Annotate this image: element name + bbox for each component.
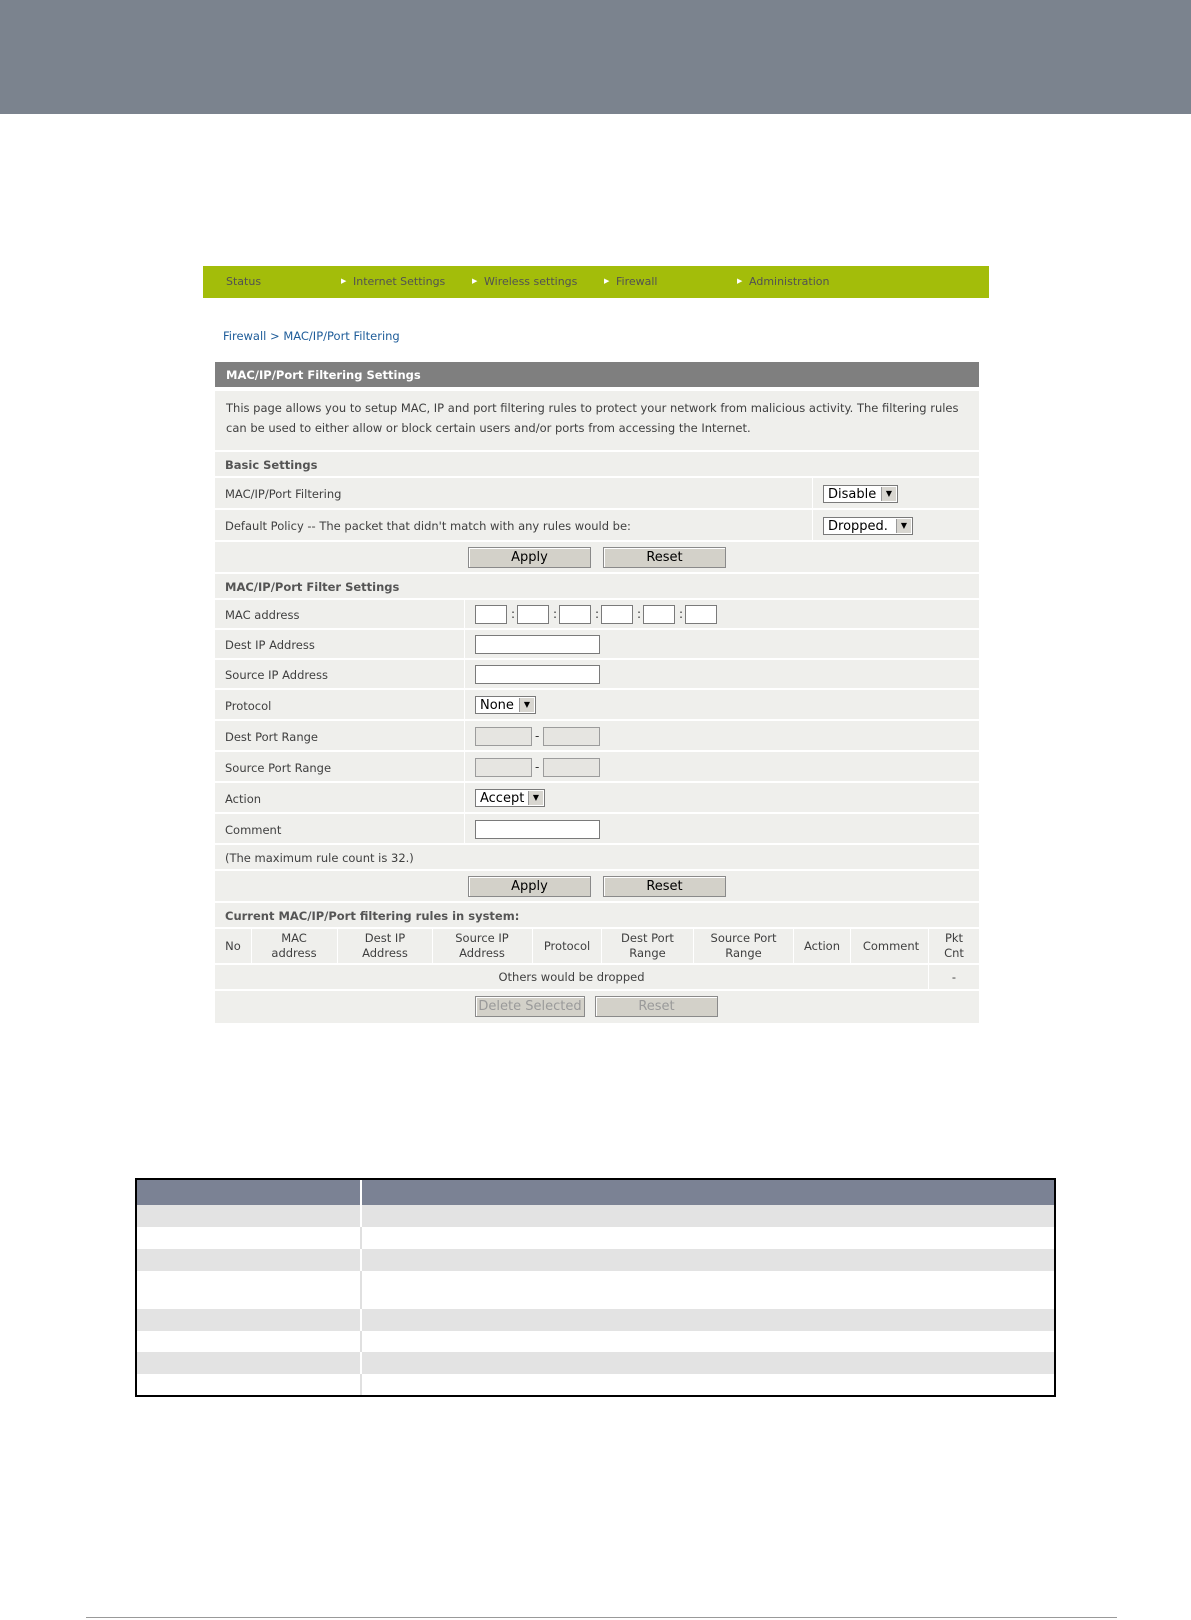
mac-colon: : (679, 607, 684, 621)
filtering-select[interactable] (823, 485, 898, 503)
nav-arrow-icon: ▶ (604, 277, 610, 285)
rules-heading: Current MAC/IP/Port filtering rules in system: (215, 903, 979, 929)
others-text: Others would be dropped (498, 970, 645, 984)
table-row (137, 1331, 1054, 1352)
filter-settings-heading: MAC/IP/Port Filter Settings (215, 574, 979, 600)
col-pkt-cnt: Pkt Cnt (944, 931, 964, 960)
dest-port-from-input[interactable] (475, 727, 532, 746)
source-port-row (215, 752, 979, 783)
mac-colon: : (511, 607, 516, 621)
nav-item-internet-settings[interactable]: Internet Settings (353, 275, 446, 288)
filtering-value: Disable (828, 487, 877, 502)
mac-octet-2-input[interactable] (517, 605, 549, 624)
col-mac: MAC address (271, 931, 317, 960)
rules-reset-button[interactable]: Reset (595, 996, 718, 1017)
source-ip-input[interactable] (475, 665, 600, 684)
policy-label: Default Policy -- The packet that didn't match with any rules would be: (225, 519, 631, 533)
chevron-down-icon: ▼ (881, 487, 896, 501)
source-port-label: Source Port Range (225, 761, 332, 775)
breadcrumb[interactable]: Firewall > MAC/IP/Port Filtering (223, 329, 400, 343)
action-label: Action (225, 792, 262, 806)
top-navigation (203, 266, 989, 298)
max-rule-note: (The maximum rule count is 32.) (225, 851, 414, 865)
comment-label: Comment (225, 823, 282, 837)
table-row (137, 1271, 1054, 1309)
nav-item-wireless-settings[interactable]: Wireless settings (484, 275, 578, 288)
table-row (137, 1374, 1054, 1395)
action-value: Accept (480, 791, 525, 806)
panel-description: This page allows you to setup MAC, IP and port filtering rules to protect your network from malicious activity. The filtering rules can be used to either allow or block certain users and/or ports from accessing the Internet. (215, 391, 979, 452)
max-note-row (215, 845, 979, 871)
comment-row (215, 814, 979, 845)
table-row (137, 1205, 1054, 1227)
protocol-select[interactable] (475, 696, 536, 714)
protocol-value: None (480, 698, 514, 713)
panel-title: MAC/IP/Port Filtering Settings (215, 362, 979, 389)
table-row (137, 1352, 1054, 1374)
source-ip-label: Source IP Address (225, 668, 328, 682)
filtering-row (215, 478, 979, 510)
action-select[interactable] (475, 789, 545, 807)
filtering-label: MAC/IP/Port Filtering (225, 487, 342, 501)
reference-table-header (137, 1180, 1054, 1205)
dest-port-to-input[interactable] (543, 727, 600, 746)
source-port-from-input[interactable] (475, 758, 532, 777)
source-ip-row (215, 660, 979, 690)
filter-reset-button[interactable]: Reset (603, 876, 726, 897)
mac-octet-5-input[interactable] (643, 605, 675, 624)
col-dest-ip: Dest IP Address (362, 931, 408, 960)
dest-ip-label: Dest IP Address (225, 638, 315, 652)
range-dash: - (535, 729, 540, 743)
basic-apply-button[interactable]: Apply (468, 547, 591, 568)
mac-label: MAC address (225, 608, 300, 622)
nav-arrow-icon: ▶ (341, 277, 347, 285)
policy-value: Dropped. (828, 519, 888, 534)
mac-octet-3-input[interactable] (559, 605, 591, 624)
source-port-to-input[interactable] (543, 758, 600, 777)
nav-item-administration[interactable]: Administration (749, 275, 830, 288)
protocol-row (215, 690, 979, 721)
table-row (137, 1249, 1054, 1271)
col-no: No (225, 939, 241, 953)
dest-ip-input[interactable] (475, 635, 600, 654)
page-header-band (0, 0, 1191, 114)
rules-buttons-row (215, 991, 979, 1023)
filter-buttons-row (215, 871, 979, 903)
col-comment: Comment (862, 939, 920, 953)
nav-arrow-icon: ▶ (472, 277, 478, 285)
nav-arrow-icon: ▶ (737, 277, 743, 285)
mac-octet-1-input[interactable] (475, 605, 507, 624)
chevron-down-icon: ▼ (896, 519, 911, 533)
col-source-port: Source Port Range (710, 931, 777, 960)
dest-ip-row (215, 630, 979, 660)
policy-select[interactable] (823, 517, 913, 535)
mac-octet-4-input[interactable] (601, 605, 633, 624)
mac-octet-6-input[interactable] (685, 605, 717, 624)
basic-reset-button[interactable]: Reset (603, 547, 726, 568)
policy-row (215, 510, 979, 542)
table-row (137, 1227, 1054, 1249)
dest-port-label: Dest Port Range (225, 730, 318, 744)
chevron-down-icon: ▼ (519, 698, 534, 712)
footer-divider (86, 1617, 1117, 1618)
col-protocol: Protocol (543, 939, 591, 953)
col-source-ip: Source IP Address (455, 931, 509, 960)
comment-input[interactable] (475, 820, 600, 839)
mac-row (215, 600, 979, 630)
action-row (215, 783, 979, 814)
basic-buttons-row (215, 542, 979, 574)
nav-item-firewall[interactable]: Firewall (616, 275, 658, 288)
rules-table-header (215, 929, 979, 965)
reference-table (135, 1178, 1056, 1397)
range-dash: - (535, 760, 540, 774)
others-row (215, 965, 979, 991)
mac-colon: : (553, 607, 558, 621)
filtering-panel (215, 362, 979, 1023)
filter-apply-button[interactable]: Apply (468, 876, 591, 897)
basic-settings-heading: Basic Settings (215, 452, 979, 478)
others-count: - (951, 970, 957, 984)
mac-colon: : (595, 607, 600, 621)
col-action: Action (803, 939, 841, 953)
dest-port-row (215, 721, 979, 752)
col-dest-port: Dest Port Range (621, 931, 674, 960)
table-row (137, 1309, 1054, 1331)
mac-colon: : (637, 607, 642, 621)
chevron-down-icon: ▼ (528, 791, 543, 805)
delete-selected-button[interactable]: Delete Selected (475, 996, 585, 1017)
protocol-label: Protocol (225, 699, 272, 713)
nav-item-status[interactable]: Status (226, 275, 262, 288)
